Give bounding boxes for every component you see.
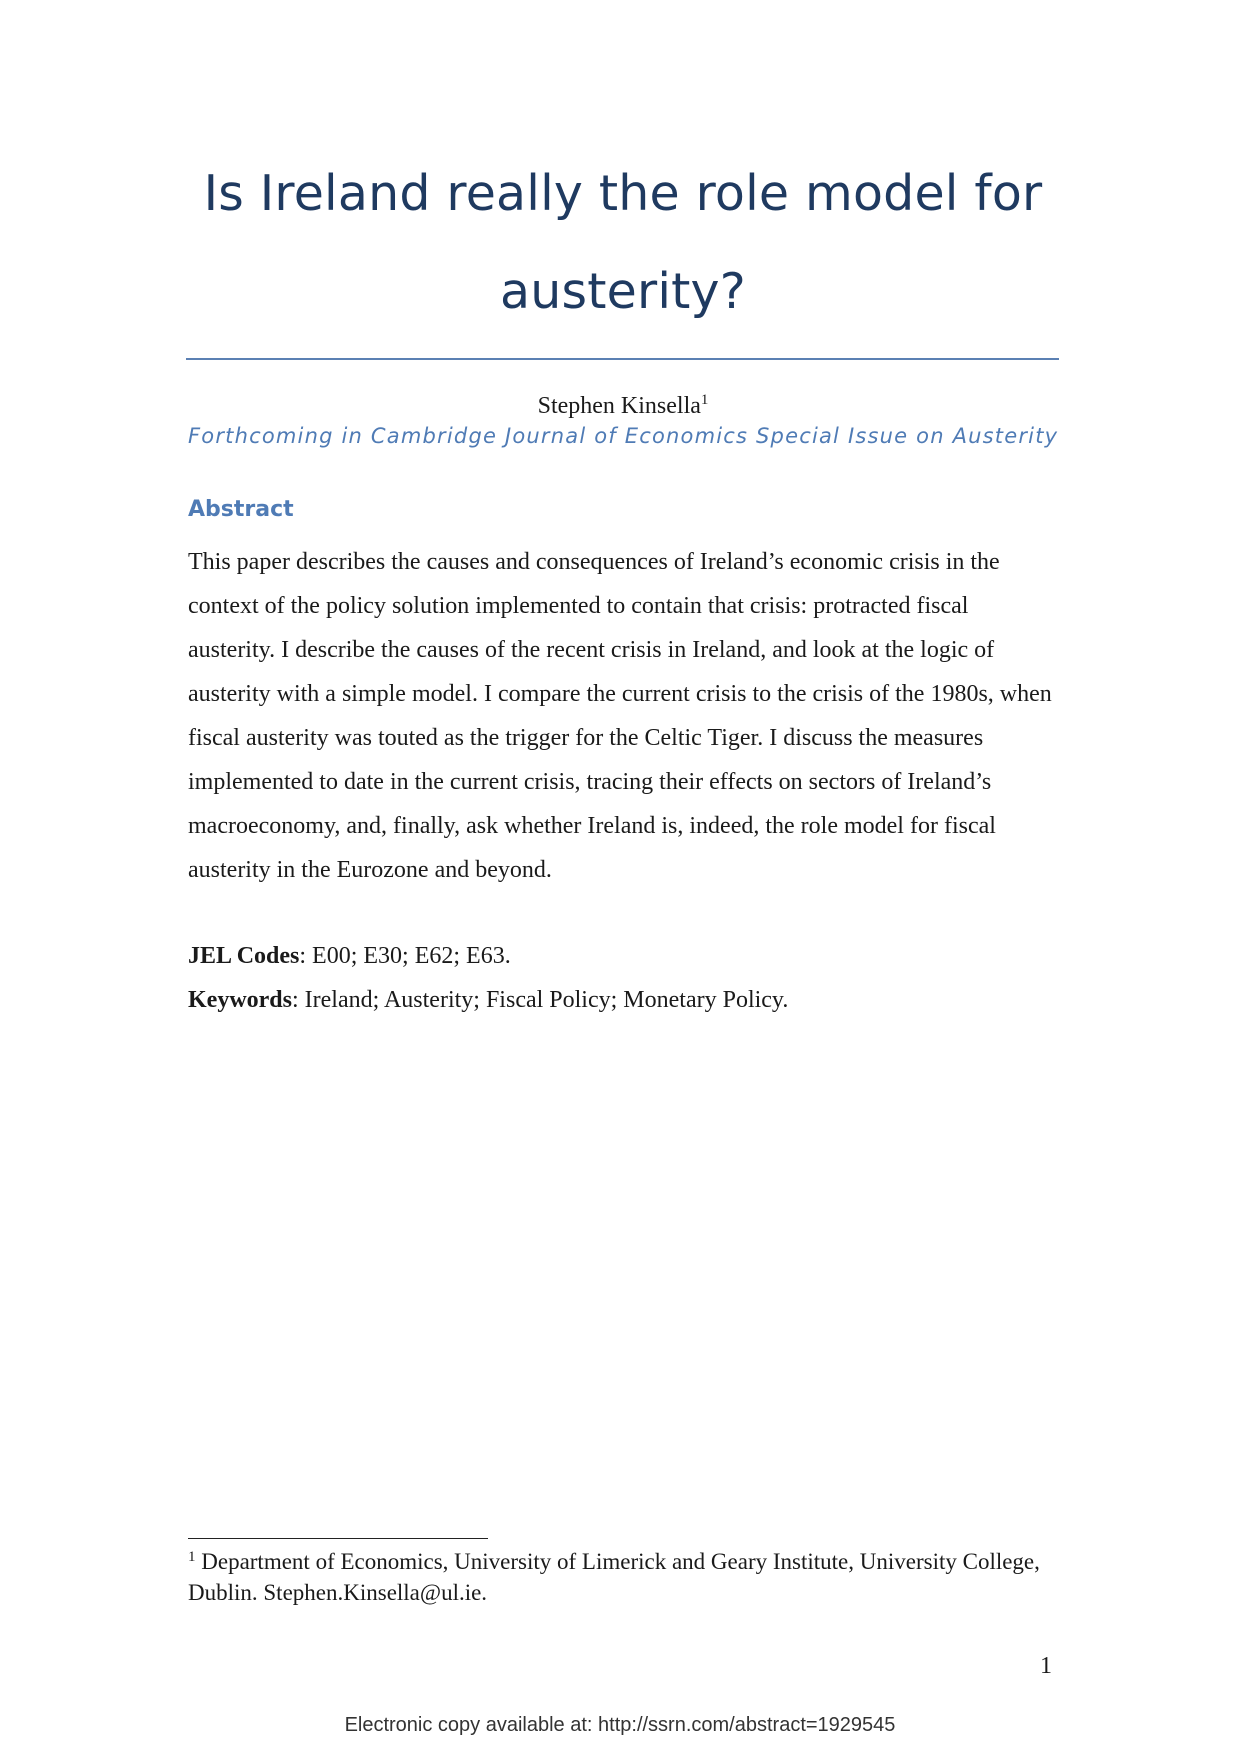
footnote-divider (188, 1538, 488, 1539)
keywords-value: : Ireland; Austerity; Fiscal Policy; Monetary Policy. (292, 987, 789, 1013)
abstract-text: This paper describes the causes and consequences of Ireland’s economic crisis in the context of the policy solution implemented to contain that crisis: protracted fiscal austerity. I describe the causes of the recent crisis in Ireland, and look at the logic of austerity with a simple model. I compare the current crisis to the crisis of the 1980s, when fiscal austerity was touted as the trigger for the Celtic Tiger. I discuss the measures implemented to date in the current crisis, tracing their effects on sectors of Ireland’s macroeconomy, and, finally, ask whether Ireland is, indeed, the role model for fiscal austerity in the Eurozone and beyond. (188, 549, 1052, 883)
ssrn-availability-note: Electronic copy available at: http://ssrn.com/abstract=1929545 (344, 1714, 896, 1736)
keywords-label: Keywords (188, 987, 292, 1013)
page-number: 1 (1040, 1653, 1052, 1679)
jel-codes-value: : E00; E30; E62; E63. (299, 943, 511, 969)
footnote-marker: 1 (188, 1549, 196, 1565)
publication-venue: Forthcoming in Cambridge Journal of Economics Special Issue on Austerity (188, 424, 1059, 448)
paper-title: Is Ireland really the role model for austerity? (203, 165, 1043, 320)
keywords (188, 984, 788, 1016)
author-line (188, 390, 1058, 422)
jel-codes (188, 940, 511, 972)
abstract-heading: Abstract (188, 497, 294, 522)
footnote (188, 1546, 1058, 1608)
author-name: Stephen Kinsella (537, 393, 701, 419)
author-footnote-marker: 1 (700, 392, 709, 408)
jel-codes-label: JEL Codes (188, 943, 300, 969)
footnote-text: Department of Economics, University of Limerick and Geary Institute, University College, Dublin. Stephen.Kinsella@ul.ie. (188, 1549, 1040, 1605)
title-divider (186, 358, 1059, 360)
